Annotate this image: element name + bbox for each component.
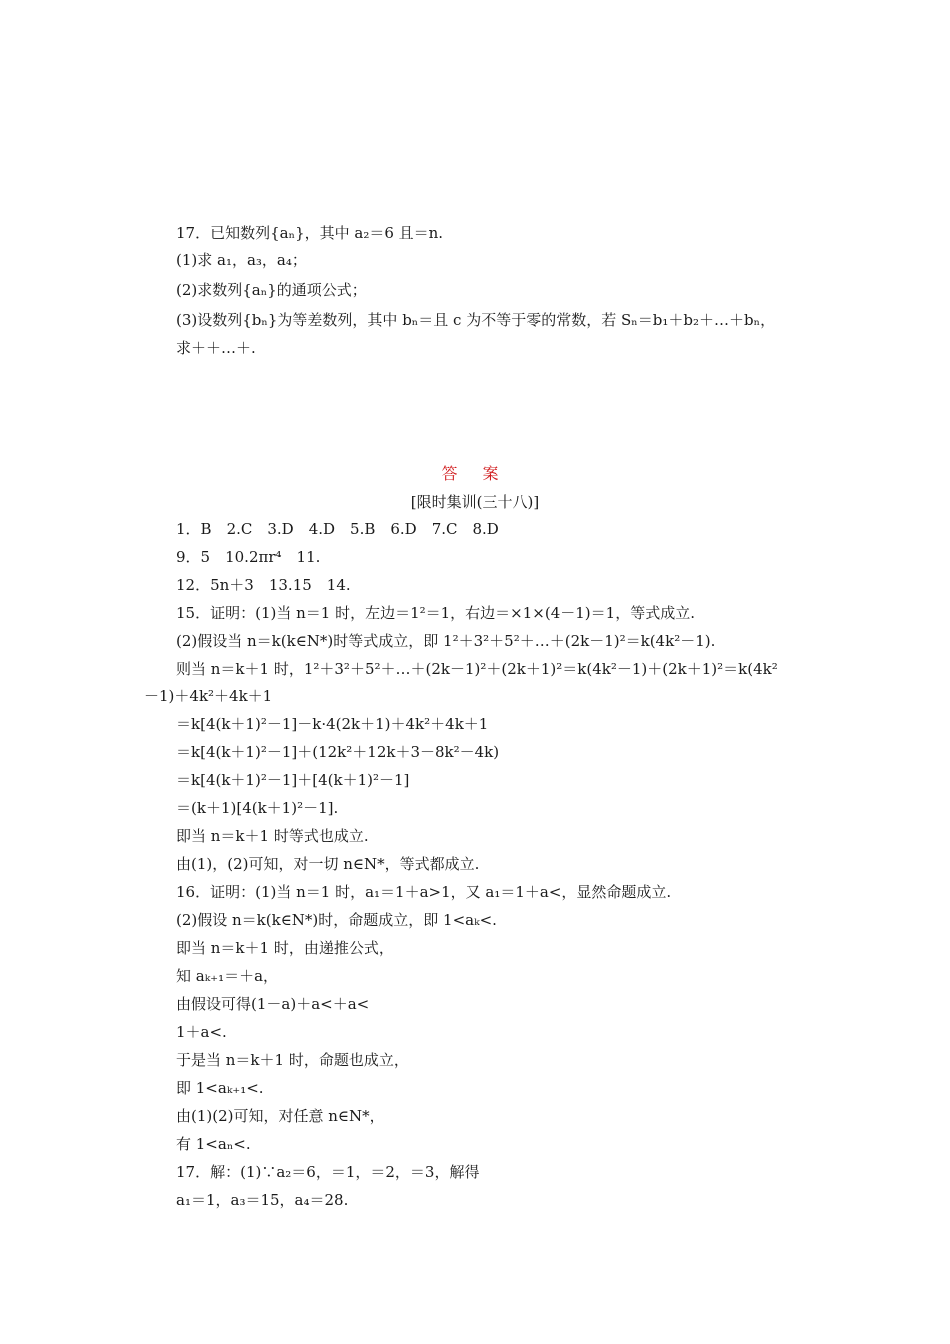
answer-line: (2)假设 n＝k(k∈N*)时，命题成立，即 1<aₖ<. [176, 911, 497, 929]
question-17-part-3: (3)设数列{bₙ}为等差数列，其中 bₙ＝且 c 为不等于零的常数，若 Sₙ＝b₁＋b₂＋…＋bₙ， [176, 311, 776, 329]
question-17-part-1: (1)求 a₁，a₃，a₄； [176, 251, 307, 269]
answer-line: a₁＝1，a₃＝15，a₄＝28. [176, 1191, 349, 1209]
answer-line: 有 1<aₙ<. [176, 1135, 251, 1153]
answer-line: 16．证明：(1)当 n＝1 时，a₁＝1＋a>1，又 a₁＝1＋a<，显然命题成立. [176, 883, 672, 901]
answer-line: －1)＋4k²＋4k＋1 [144, 687, 273, 705]
answer-line: 17．解：(1)∵a₂＝6，＝1，＝2，＝3，解得 [176, 1163, 480, 1181]
answer-line: 9．5 10.2πr⁴ 11. [176, 548, 321, 566]
answer-subtitle: [限时集训(三十八)] [410, 493, 540, 511]
answer-line: ＝(k＋1)[4(k＋1)²－1]. [176, 799, 339, 817]
answer-line: (2)假设当 n＝k(k∈N*)时等式成立，即 1²＋3²＋5²＋…＋(2k－1)²＝k(4k²－1). [176, 632, 716, 650]
answer-line: 12．5n＋3 13.15 14. [176, 576, 351, 594]
answer-line: 则当 n＝k＋1 时，1²＋3²＋5²＋…＋(2k－1)²＋(2k＋1)²＝k(4k²－1)＋(2k＋1)²＝k(4k² [176, 660, 778, 678]
answer-line: 由(1)(2)可知，对任意 n∈N*， [176, 1107, 385, 1125]
question-17-part-3-cont: 求＋＋…＋. [176, 339, 256, 357]
answer-line: 知 aₖ₊₁＝＋a， [176, 967, 279, 985]
answer-line: ＝k[4(k＋1)²－1]＋(12k²＋12k＋3－8k²－4k) [176, 743, 500, 761]
answer-line: 由(1)，(2)可知，对一切 n∈N*，等式都成立. [176, 855, 480, 873]
answer-line: 由假设可得(1－a)＋a<＋a< [176, 995, 370, 1013]
answer-line: ＝k[4(k＋1)²－1]－k·4(2k＋1)＋4k²＋4k＋1 [176, 715, 489, 733]
answer-line: 即 1<aₖ₊₁<. [176, 1079, 264, 1097]
answer-line: 1＋a<. [176, 1023, 227, 1041]
answer-line: 于是当 n＝k＋1 时，命题也成立， [176, 1051, 409, 1069]
answer-line: 即当 n＝k＋1 时，由递推公式， [176, 939, 394, 957]
question-17-stem: 17．已知数列{aₙ}，其中 a₂＝6 且＝n. [176, 224, 444, 242]
answer-line: 15．证明：(1)当 n＝1 时，左边＝1²＝1，右边＝×1×(4－1)＝1，等式成立. [176, 604, 695, 622]
answer-line: 即当 n＝k＋1 时等式也成立. [176, 827, 369, 845]
answer-line: 1．B 2.C 3.D 4.D 5.B 6.D 7.C 8.D [176, 520, 499, 538]
answer-title: 答 案 [441, 464, 509, 483]
answer-line: ＝k[4(k＋1)²－1]＋[4(k＋1)²－1] [176, 771, 410, 789]
question-17-part-2: (2)求数列{aₙ}的通项公式； [176, 281, 367, 299]
